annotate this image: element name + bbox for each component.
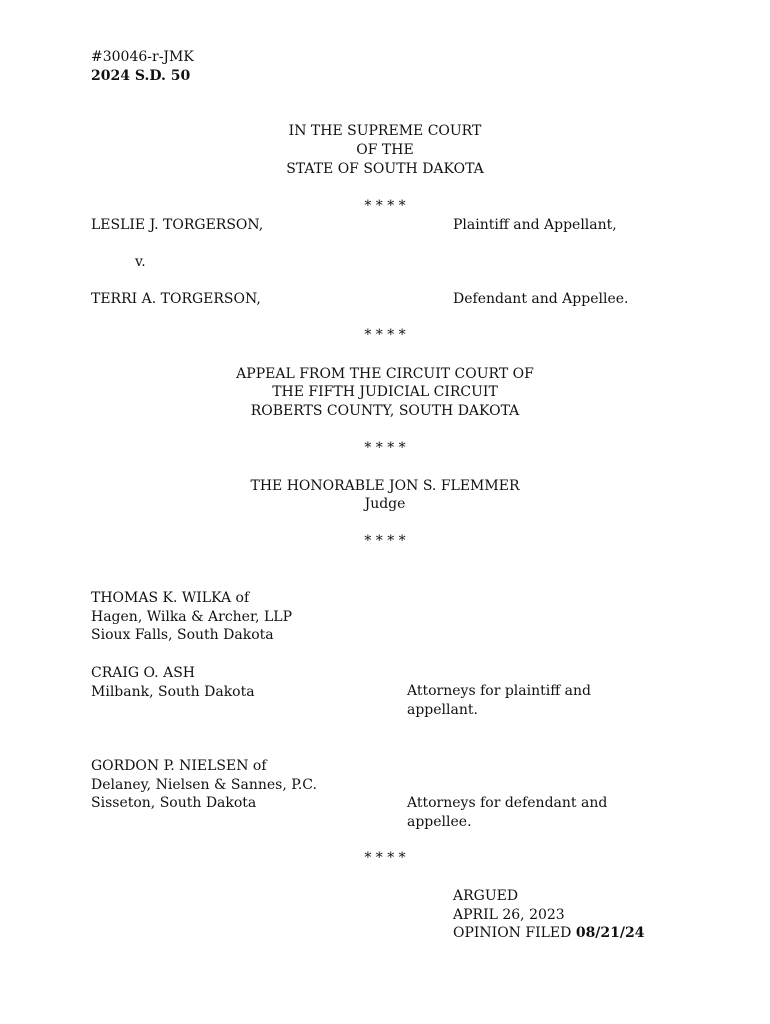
judge-name: THE HONORABLE JON S. FLEMMER bbox=[250, 478, 520, 494]
plaintiff-attorney-block-1 bbox=[91, 589, 292, 645]
court-line-3: STATE OF SOUTH DAKOTA bbox=[286, 161, 484, 177]
attorney-city: Milbank, South Dakota bbox=[91, 683, 255, 700]
attorney-name: THOMAS K. WILKA of bbox=[91, 590, 250, 606]
plaintiff-attorney-block-2 bbox=[91, 664, 255, 701]
argued-date: APRIL 26, 2023 bbox=[453, 906, 565, 923]
dates-block bbox=[453, 887, 645, 943]
attorney-name: CRAIG O. ASH bbox=[91, 665, 195, 681]
court-line-2: OF THE bbox=[356, 142, 414, 158]
appeal-line-2: THE FIFTH JUDICIAL CIRCUIT bbox=[272, 384, 498, 400]
versus: v. bbox=[135, 254, 146, 270]
attorney-city: Sioux Falls, South Dakota bbox=[91, 627, 274, 644]
role-line: Attorneys for defendant and bbox=[407, 795, 608, 811]
judge-title: Judge bbox=[364, 496, 406, 512]
docket-number: #30046-r-JMK bbox=[91, 49, 194, 65]
defendant-attorney-block bbox=[91, 757, 317, 813]
role-line: Attorneys for plaintiff and bbox=[407, 683, 591, 699]
appeal-line-1: APPEAL FROM THE CIRCUIT COURT OF bbox=[236, 366, 534, 382]
plaintiff-role: Plaintiff and Appellant, bbox=[453, 217, 617, 233]
separator-2: * * * * bbox=[364, 327, 406, 343]
attorney-firm: Hagen, Wilka & Archer, LLP bbox=[91, 608, 293, 625]
separator-1: * * * * bbox=[364, 198, 406, 214]
role-line: appellee. bbox=[407, 813, 472, 830]
citation: 2024 S.D. 50 bbox=[91, 68, 191, 84]
attorney-city: Sisseton, South Dakota bbox=[91, 795, 257, 812]
plaintiff-attorneys-role bbox=[407, 682, 591, 719]
opinion-filed bbox=[453, 924, 645, 943]
role-line: appellant. bbox=[407, 701, 478, 718]
argued-label: ARGUED bbox=[453, 888, 519, 904]
separator-4: * * * * bbox=[364, 533, 406, 549]
defendant-role: Defendant and Appellee. bbox=[453, 291, 629, 307]
defendant-attorneys-role bbox=[407, 794, 607, 831]
defendant-name: TERRI A. TORGERSON, bbox=[91, 291, 261, 307]
separator-3: * * * * bbox=[364, 440, 406, 456]
filed-date: 08/21/24 bbox=[575, 925, 645, 942]
court-line-1: IN THE SUPREME COURT bbox=[288, 123, 482, 139]
separator-5: * * * * bbox=[364, 850, 406, 866]
filed-label: OPINION FILED bbox=[453, 925, 572, 942]
plaintiff-name: LESLIE J. TORGERSON, bbox=[91, 217, 264, 233]
attorney-name: GORDON P. NIELSEN of bbox=[91, 758, 267, 774]
appeal-line-3: ROBERTS COUNTY, SOUTH DAKOTA bbox=[250, 403, 520, 419]
attorney-firm: Delaney, Nielsen & Sannes, P.C. bbox=[91, 776, 317, 793]
